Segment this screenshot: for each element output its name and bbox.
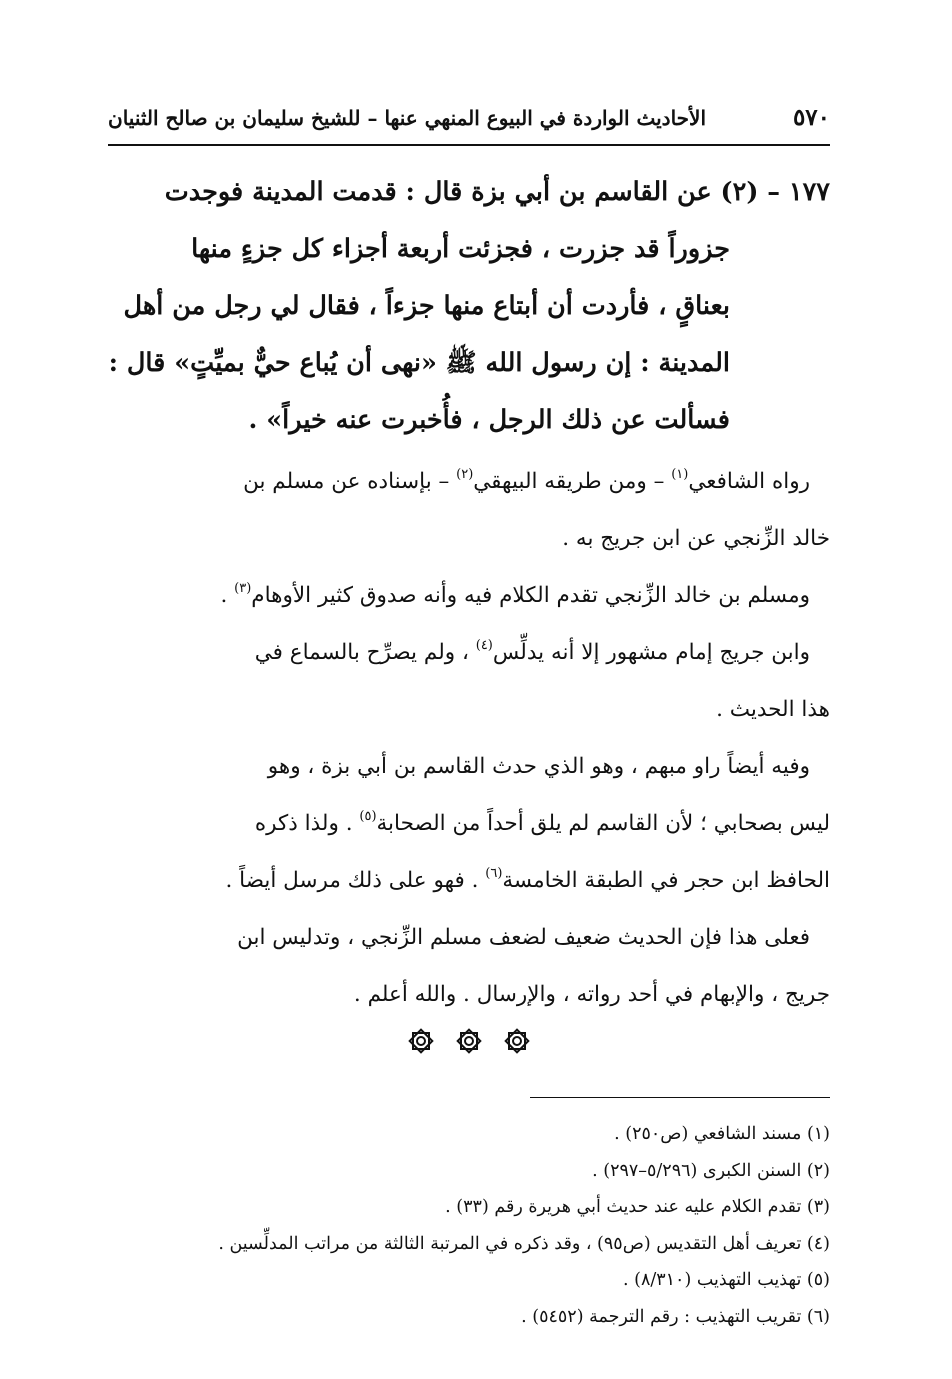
section-ornaments xyxy=(108,1021,830,1061)
header-rule xyxy=(108,144,830,146)
paragraph-line xyxy=(108,852,830,909)
paragraph-line xyxy=(108,966,830,1023)
text-run: وابن جريج إمام مشهور إلا أنه يدلِّس xyxy=(492,640,810,665)
footnote-ref: (٤) xyxy=(475,638,493,653)
footnote-separator xyxy=(530,1097,830,1098)
footnotes xyxy=(108,1116,830,1335)
footnote: (١) مسند الشافعي (ص٢٥٠) . xyxy=(614,1124,830,1144)
text-run: فعلى هذا فإن الحديث ضعيف لضعف مسلم الزِّنجي ، وتدليس ابن xyxy=(237,925,810,950)
footnote-ref: (٥) xyxy=(359,809,377,824)
text-run: وفيه أيضاً راو مبهم ، وهو الذي حدث القاسم بن أبي بزة ، وهو xyxy=(267,754,810,779)
footnote-ref: (٣) xyxy=(234,581,252,596)
text-run: . فهو على ذلك مرسل أيضاً . xyxy=(225,868,486,893)
text-run: رواه الشافعي xyxy=(688,469,810,494)
book-page xyxy=(108,104,830,1335)
hadith-line: المدينة : إن رسول الله ﷺ «نهى أن يُباع حيٌّ بميِّتٍ» قال : xyxy=(108,348,730,378)
paragraph xyxy=(108,909,830,1023)
star-ornament-icon xyxy=(454,1026,484,1056)
commentary xyxy=(108,453,830,1023)
hadith-line: بعناقٍ ، فأردت أن أبتاع منها جزءاً ، فقال لي رجل من أهل xyxy=(123,291,730,321)
paragraph xyxy=(108,624,830,738)
footnote: (٥) تهذيب التهذيب (٨/٣١٠) . xyxy=(623,1270,830,1290)
text-run: ليس بصحابي ؛ لأن القاسم لم يلق أحداً من الصحابة xyxy=(376,811,830,836)
paragraph-line xyxy=(108,453,830,510)
footnote: (٢) السنن الكبرى (٥/٢٩٦–٢٩٧) . xyxy=(592,1160,830,1181)
paragraph-line xyxy=(108,738,830,795)
paragraph-line xyxy=(108,681,830,738)
paragraph-line xyxy=(108,510,830,567)
footnote-ref: (٦) xyxy=(485,866,503,881)
footnote-ref: (١) xyxy=(671,467,689,482)
star-ornament-icon xyxy=(502,1026,532,1056)
hadith-line: ١٧٧ – (٢) عن القاسم بن أبي بزة قال : قدمت المدينة فوجدت xyxy=(164,177,830,207)
text-run: هذا الحديث . xyxy=(716,697,830,722)
text-run: ، ولم يصرِّح بالسماع في xyxy=(254,640,476,665)
text-run: ومسلم بن خالد الزِّنجي تقدم الكلام فيه وأنه صدوق كثير الأوهام xyxy=(251,583,810,608)
paragraph-line xyxy=(108,567,830,624)
footnote: (٣) تقدم الكلام عليه عند حديث أبي هريرة رقم (٣٣) . xyxy=(445,1197,830,1217)
paragraph-line xyxy=(108,795,830,852)
text-run: . ولذا ذكره xyxy=(254,811,360,836)
page-number: ٥٧٠ xyxy=(792,104,830,131)
paragraph xyxy=(108,567,830,624)
paragraph-line xyxy=(108,909,830,966)
footnote: (٦) تقريب التهذيب : رقم الترجمة (٥٤٥٢) . xyxy=(521,1306,830,1327)
text-run: – بإسناده عن مسلم بن xyxy=(243,469,457,494)
paragraph xyxy=(108,738,830,909)
footnote-ref: (٢) xyxy=(456,467,474,482)
text-run: . xyxy=(220,583,235,608)
paragraph-line xyxy=(108,624,830,681)
text-run: جريج ، والإبهام في أحد رواته ، والإرسال . والله أعلم . xyxy=(353,982,830,1007)
running-title: الأحاديث الواردة في البيوع المنهي عنها – للشيخ سليمان بن صالح الثنيان xyxy=(108,106,707,130)
text-run: – ومن طريقه البيهقي xyxy=(473,469,672,494)
text-run: الحافظ ابن حجر في الطبقة الخامسة xyxy=(502,868,830,893)
footnote: (٤) تعريف أهل التقديس (ص٩٥) ، وقد ذكره في المرتبة الثالثة من مراتب المدلِّسين . xyxy=(218,1233,830,1254)
text-run: خالد الزِّنجي عن ابن جريج به . xyxy=(562,526,830,551)
hadith-line: جزوراً قد جزرت ، فجزئت أربعة أجزاء كل جزءٍ منها xyxy=(191,234,730,264)
hadith-line: فسألت عن ذلك الرجل ، فأُخبرت عنه خيراً» . xyxy=(248,405,730,435)
running-header xyxy=(108,104,830,132)
star-ornament-icon xyxy=(406,1026,436,1056)
hadith-text xyxy=(108,164,830,449)
paragraph xyxy=(108,453,830,567)
